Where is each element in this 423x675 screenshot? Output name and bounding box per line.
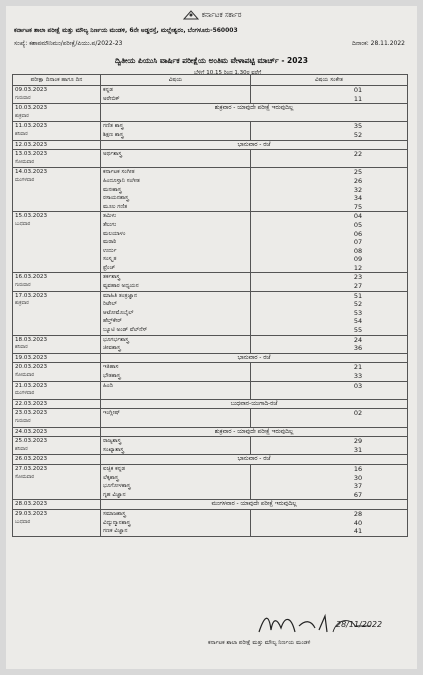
subject-code-cell [251, 409, 408, 427]
exam-date: 28.03.2023 [15, 501, 48, 508]
exam-date-cell [13, 509, 101, 536]
subject-name: ರಾಜ್ಯಶಾಸ್ತ್ರ [103, 438, 122, 445]
table-row [13, 455, 408, 465]
subject-name: ಬ್ಯೂಟಿ ಅಂಡ್ ವೆಲ್‌ನೆಸ್ [103, 327, 148, 334]
exam-date: 09.03.2023 [15, 87, 48, 93]
subject-code-cell [251, 291, 408, 335]
exam-time: ಬೆಳಿಗ್ಗೆ 10.15 ರಿಂದ 1.30ರ ವರೆಗೆ [194, 70, 262, 76]
table-row [13, 212, 408, 273]
subject-code: 12 [353, 263, 363, 272]
exam-day: ಶನಿವಾರ [15, 446, 28, 452]
exam-day: ಶನಿವಾರ [15, 345, 28, 351]
subject-code-cell [251, 212, 408, 273]
subject-name: ಫ್ರೆಂಚ್ [103, 264, 116, 271]
subject-code: 26 [353, 176, 363, 185]
exam-date-cell [13, 291, 101, 335]
subject-code-cell [251, 335, 408, 353]
exam-date: 21.03.2023 [15, 382, 48, 389]
holiday-note: ಶುಕ್ರವಾರ - ಯಾವುದೇ ಪರೀಕ್ಷೆ ಇರುವುದಿಲ್ಲ [101, 427, 408, 437]
subject-code: 32 [353, 185, 363, 194]
table-row [13, 381, 408, 399]
subject-name: ಅರ್ಥಶಾಸ್ತ್ರ [103, 151, 122, 158]
subject-name: ಗಣಿತ ಶಾಸ್ತ್ರ [103, 123, 124, 130]
exam-date: 11.03.2023 [15, 123, 48, 130]
exam-date-cell [13, 353, 101, 363]
subject-code: 27 [353, 282, 363, 291]
table-row [13, 399, 408, 409]
subject-name: ಮನಃಶಾಸ್ತ್ರ [103, 186, 122, 193]
reference-number: ಸಂಖ್ಯೆ: ಕಶಾಪಮೌನಿಮಂ/ಪರೀಕ್ಷೆ/ಪಿಯು.ಪ/2022-23 [14, 40, 123, 47]
exam-date: 17.03.2023 [15, 292, 48, 299]
exam-day: ಸೋಮವಾರ [15, 373, 35, 378]
subject-code: 09 [353, 255, 363, 264]
subject-code: 22 [353, 150, 363, 159]
exam-date: 24.03.2023 [15, 428, 48, 435]
subject-name: ಐಚ್ಛಿಕ ಕನ್ನಡ [103, 465, 126, 472]
exam-date-cell [13, 409, 101, 427]
subject-cell [101, 509, 251, 536]
subject-name: ಜೀವಶಾಸ್ತ್ರ [103, 345, 121, 352]
subject-code: 28 [353, 509, 363, 518]
exam-date-cell [13, 381, 101, 399]
subject-code: 30 [353, 473, 363, 482]
exam-date-cell [13, 399, 101, 409]
exam-date: 13.03.2023 [15, 151, 48, 158]
subject-name: ಸಮಾಜಶಾಸ್ತ್ರ [103, 510, 126, 517]
subject-code: 06 [353, 229, 363, 238]
subject-name: ಶಿಕ್ಷಣ ಶಾಸ್ತ್ರ [103, 131, 124, 138]
exam-date-cell [13, 150, 101, 168]
table-row [13, 104, 408, 122]
exam-date-cell [13, 273, 101, 291]
exam-date: 20.03.2023 [15, 364, 48, 371]
board-address: ಕರ್ನಾಟಕ ಶಾಲಾ ಪರೀಕ್ಷೆ ಮತ್ತು ಮೌಲ್ಯ ನಿರ್ಣಯ ಮಂಡಳಿ, 6ನೇ ಅಡ್ಡರಸ್ತೆ, ಮಲ್ಲೇಶ್ವರಂ, ಬೆಂಗಳೂರು-560003 [14, 27, 238, 34]
subject-code: 24 [353, 335, 363, 344]
subject-cell [101, 291, 251, 335]
exam-date: 16.03.2023 [15, 274, 48, 281]
exam-date-cell [13, 104, 101, 122]
subject-code: 51 [353, 291, 363, 300]
subject-name: ಹಿಂದಿ [103, 382, 113, 389]
subject-code: 23 [353, 273, 363, 282]
exam-date-cell [13, 140, 101, 150]
document-title: ದ್ವಿತೀಯ ಪಿಯುಸಿ ವಾರ್ಷಿಕ ಪರೀಕ್ಷೆಯ ಅಂತಿಮ ವೇಳಾಪಟ್ಟಿ ಮಾರ್ಚ್ - 2023 [115, 56, 308, 65]
table-row [13, 427, 408, 437]
table-row [13, 353, 408, 363]
exam-date-cell [13, 363, 101, 381]
subject-cell [101, 122, 251, 140]
table-row [13, 335, 408, 353]
subject-cell [101, 437, 251, 455]
exam-date: 19.03.2023 [15, 354, 48, 361]
table-row [13, 363, 408, 381]
exam-day: ಮಂಗಳವಾರ [15, 391, 35, 397]
subject-code: 67 [353, 490, 363, 499]
exam-date-cell [13, 455, 101, 465]
subject-code: 08 [353, 246, 363, 255]
subject-name: ತೆಲುಗು [103, 221, 117, 228]
subject-name: ಭೌತಶಾಸ್ತ್ರ [103, 373, 121, 379]
subject-code: 04 [353, 212, 363, 221]
exam-day: ಗುರುವಾರ [15, 95, 31, 101]
subject-name: ಗಣಕ ವಿಜ್ಞಾನ [103, 528, 128, 535]
subject-code: 75 [353, 202, 363, 211]
subject-code: 33 [353, 372, 363, 380]
exam-date: 29.03.2023 [15, 510, 48, 517]
subject-code: 55 [353, 326, 363, 335]
subject-code-cell [251, 122, 408, 140]
subject-code: 16 [353, 464, 363, 473]
state-name: ಕರ್ನಾಟಕ ಸರ್ಕಾರ [201, 11, 242, 19]
column-header: ವಿಷಯ ಸಂಕೇತ [251, 75, 408, 86]
column-header: ವಿಷಯ [101, 75, 251, 86]
holiday-note: ಭಾನುವಾರ - ರಜೆ [101, 353, 408, 363]
exam-date: 25.03.2023 [15, 438, 48, 445]
holiday-note: ಬುಧವಾರ-ಯುಗಾದಿ-ರಜೆ [101, 399, 408, 409]
issue-date: ದಿನಾಂಕ: 28.11.2022 [352, 40, 405, 47]
subject-name: ತರ್ಕಶಾಸ್ತ್ರ [103, 274, 121, 281]
subject-name: ಸಂಖ್ಯಾಶಾಸ್ತ್ರ [103, 446, 124, 453]
exam-date: 18.03.2023 [15, 336, 48, 343]
subject-code-cell [251, 509, 408, 536]
exam-date-cell [13, 122, 101, 140]
exam-date: 14.03.2023 [15, 169, 48, 176]
exam-date: 27.03.2023 [15, 465, 48, 472]
subject-name: ಭೂಗರ್ಭಶಾಸ್ತ್ರ [103, 336, 129, 343]
exam-day: ಗುರುವಾರ [15, 283, 31, 289]
exam-date: 10.03.2023 [15, 105, 48, 112]
table-header [13, 75, 408, 86]
subject-name: ಇಂಗ್ಲೀಷ್ [103, 410, 121, 417]
subject-name: ಅರೇಬಿಕ್ [103, 95, 120, 102]
exam-day: ಬುಧವಾರ [15, 519, 31, 525]
exam-date-cell [13, 464, 101, 499]
subject-cell [101, 381, 251, 399]
table-row [13, 86, 408, 104]
subject-name: ತಮಿಳು [103, 213, 117, 220]
exam-day: ಬುಧವಾರ [15, 221, 31, 227]
subject-cell [101, 212, 251, 273]
table-row [13, 168, 408, 212]
exam-day: ಶುಕ್ರವಾರ [15, 113, 29, 119]
subject-name: ರಸಾಯನಶಾಸ್ತ್ರ [103, 195, 129, 202]
subject-name: ಸಂಸ್ಕೃತ [103, 256, 117, 263]
subject-code-cell [251, 437, 408, 455]
holiday-note: ಮಂಗಳವಾರ - ಯಾವುದೇ ಪರೀಕ್ಷೆ ಇರುವುದಿಲ್ಲ [101, 500, 408, 510]
exam-date-cell [13, 335, 101, 353]
subject-code-cell [251, 464, 408, 499]
exam-date: 12.03.2023 [15, 141, 48, 148]
exam-day: ಶುಕ್ರವಾರ [15, 301, 29, 307]
subject-code: 52 [353, 300, 363, 309]
subject-name: ಮರಾಠಿ [103, 239, 117, 246]
subject-cell [101, 273, 251, 291]
signature-block [208, 620, 383, 647]
exam-date: 22.03.2023 [15, 400, 48, 407]
subject-code: 21 [353, 363, 363, 372]
subject-name: ಹೆಲ್ತ್‌ಕೇರ್ [103, 318, 122, 325]
subject-code: 52 [353, 130, 363, 139]
exam-date-cell [13, 437, 101, 455]
subject-name: ರಿಟೇಲ್ [103, 301, 117, 308]
subject-code: 03 [353, 381, 363, 390]
subject-name: ವ್ಯವಹಾರ ಅಧ್ಯಯನ [103, 283, 139, 290]
table-row [13, 291, 408, 335]
subject-code: 02 [353, 409, 363, 418]
exam-date: 15.03.2023 [15, 213, 48, 220]
subject-code: 05 [353, 220, 363, 229]
subject-name: ಆಟೋಮೊಬೈಲ್ [103, 309, 134, 316]
exam-date-cell [13, 168, 101, 212]
subject-code-cell [251, 363, 408, 381]
subject-name: ಹಿಂದೂಸ್ತಾನಿ ಸಂಗೀತ [103, 177, 140, 184]
table-row [13, 409, 408, 427]
subject-code-cell [251, 86, 408, 104]
subject-cell [101, 335, 251, 353]
subject-code: 41 [353, 527, 363, 536]
subject-code: 54 [353, 317, 363, 326]
subject-cell [101, 363, 251, 381]
reference-line [14, 40, 409, 48]
subject-code: 36 [353, 344, 363, 353]
subject-cell [101, 168, 251, 212]
table-row [13, 437, 408, 455]
subject-code: 07 [353, 238, 363, 247]
subject-name: ಕನ್ನಡ [103, 87, 113, 93]
subject-code-cell [251, 381, 408, 399]
column-header: ಪರೀಕ್ಷಾ ದಿನಾಂಕ ಹಾಗೂ ದಿನ [13, 75, 101, 86]
subject-code: 25 [353, 168, 363, 177]
subject-cell [101, 409, 251, 427]
table-row [13, 122, 408, 140]
exam-day: ಗುರುವಾರ [15, 418, 31, 424]
subject-code-cell [251, 273, 408, 291]
signature-date: 28/11/2022 [336, 620, 383, 629]
subject-name: ಲೆಕ್ಕಶಾಸ್ತ್ರ [103, 474, 119, 481]
exam-date-cell [13, 427, 101, 437]
subject-name: ವಿದ್ಯುನ್ಮಾನಶಾಸ್ತ್ರ [103, 519, 131, 526]
subject-name: ಕರ್ನಾಟಕ ಸಂಗೀತ [103, 169, 135, 176]
subject-code: 31 [353, 445, 363, 454]
subject-code-cell [251, 150, 408, 168]
subject-name: ಮೂಲ ಗಣಿತ [103, 203, 128, 210]
exam-date-cell [13, 212, 101, 273]
subject-name: ಇತಿಹಾಸ [103, 364, 119, 371]
exam-date-cell [13, 500, 101, 510]
exam-day: ಮಂಗಳವಾರ [15, 177, 35, 183]
table-row [13, 150, 408, 168]
subject-code-cell [251, 168, 408, 212]
holiday-note: ಭಾನುವಾರ - ರಜೆ [101, 140, 408, 150]
subject-code: 37 [353, 482, 363, 491]
emblem-icon [182, 10, 200, 20]
subject-code: 11 [353, 94, 363, 103]
subject-name: ಮಲಯಾಳಂ [103, 230, 126, 237]
holiday-note: ಭಾನುವಾರ - ರಜೆ [101, 455, 408, 465]
exam-day: ಸೋಮವಾರ [15, 159, 35, 165]
table-row [13, 273, 408, 291]
subject-name: ಉರ್ದು [103, 247, 117, 254]
subject-code: 53 [353, 308, 363, 317]
subject-code: 34 [353, 194, 363, 203]
table-row [13, 509, 408, 536]
subject-code: 01 [353, 86, 363, 94]
subject-code: 29 [353, 437, 363, 446]
subject-cell [101, 150, 251, 168]
exam-date-cell [13, 86, 101, 104]
signature-office: ಕರ್ನಾಟಕ ಶಾಲಾ ಪರೀಕ್ಷೆ ಮತ್ತು ಮೌಲ್ಯ ನಿರ್ಣಯ ಮಂಡಳಿ [208, 640, 311, 646]
table-row [13, 500, 408, 510]
subject-code: 40 [353, 518, 363, 527]
subject-cell [101, 464, 251, 499]
subject-name: ಭೂಗೋಳಶಾಸ್ತ್ರ [103, 483, 131, 490]
subject-code: 35 [353, 122, 363, 131]
subject-name: ಗೃಹ ವಿಜ್ಞಾನ [103, 491, 126, 498]
table-row [13, 464, 408, 499]
exam-date: 26.03.2023 [15, 456, 48, 463]
timetable [12, 74, 408, 537]
state-emblem [6, 10, 417, 20]
exam-day: ಸೋಮವಾರ [15, 474, 35, 480]
holiday-note: ಶುಕ್ರವಾರ - ಯಾವುದೇ ಪರೀಕ್ಷೆ ಇರುವುದಿಲ್ಲ [101, 104, 408, 122]
exam-day: ಶನಿವಾರ [15, 131, 28, 137]
exam-date: 23.03.2023 [15, 410, 48, 417]
subject-cell [101, 86, 251, 104]
table-row [13, 140, 408, 150]
subject-name: ಮಾಹಿತಿ ತಂತ್ರಜ್ಞಾನ [103, 292, 138, 299]
